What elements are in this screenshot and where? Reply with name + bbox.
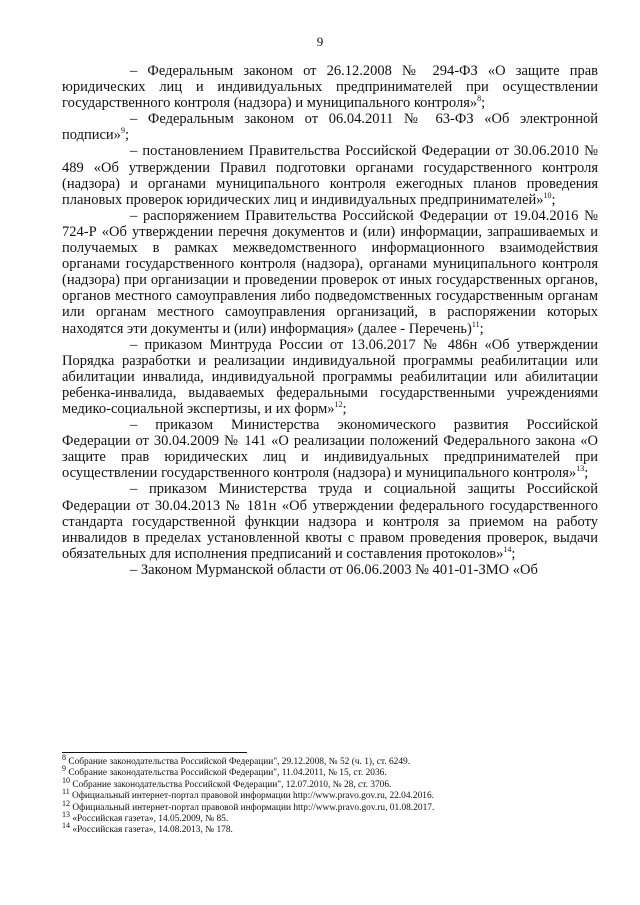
list-item: – Федеральным законом от 06.04.2011 № 63-ФЗ «Об электронной подписи»$^9$; bbox=[62, 111, 598, 144]
footnote: $^{14}$ «Российская газета», 14.08.2013, № 178. bbox=[62, 821, 233, 836]
footnote-ref[interactable]: 8 bbox=[477, 94, 482, 104]
list-item: – постановлением Правительства Российской Федерации от 30.06.2010 № 489 «Об утверждении Правил подготовки органами государственного контроля (надзора) и органами муниципального контроля ежегодных планов проведения плановых проверок юридических лиц и индивидуальных предпринимателей»$^{10}$; bbox=[62, 143, 598, 208]
footnote: $^{12}$ Официальный интернет-портал правовой информации http://www.pravo.gov.ru, 01.08.2017. bbox=[62, 798, 435, 813]
footnote: $^9$ Собрание законодательства Российской Федерации", 11.04.2011, № 15, ст. 2036. bbox=[62, 764, 387, 779]
footnote: $^{13}$ «Российская газета», 14.05.2009, № 85. bbox=[62, 809, 229, 825]
page-number: 9 bbox=[316, 34, 324, 49]
list-item: – приказом Министерства труда и социальной защиты Российской Федерации от 30.04.2013 № 181н «Об утверждении федерального государственного стандарта государственной функции надзора и контроля за приемом на работу инвалидов в пределах установленной квоты с правом проведения проверок, выдачи обязательных для исполнения предписаний и составления протоколов»$^{14}$; bbox=[62, 481, 598, 562]
footnote-divider bbox=[62, 752, 247, 753]
list-item: – приказом Минтруда России от 13.06.2017 № 486н «Об утверждении Порядка разработки и реализации индивидуальной программы реабилитации или абилитации инвалида, индивидуальной программы реабилитации или абилитации ребенка-инвалида, выдаваемых федеральными государственными учреждениями медико-социальной экспертизы, и их форм»$^{12}$; bbox=[62, 336, 598, 417]
list-item: – Федеральным законом от 26.12.2008 № 294-ФЗ «О защите прав юридических лиц и индивидуальных предпринимателей при осуществлении государственного контроля (надзора) и муниципального контроля»$^8$; bbox=[62, 63, 598, 112]
footnote: $^8$ Собрание законодательства Российской Федерации", 29.12.2008, № 52 (ч. 1), ст. 6249. bbox=[62, 752, 411, 767]
body-text bbox=[62, 63, 598, 578]
footnote-ref[interactable]: 10 bbox=[543, 190, 552, 200]
footnote-ref[interactable]: 9 bbox=[120, 126, 125, 136]
footnote: $^{10}$ Собрание законодательства Российской Федерации", 12.07.2010, № 28, ст. 3706. bbox=[62, 775, 392, 790]
footnote-ref[interactable]: 14 bbox=[503, 544, 512, 554]
list-item: – приказом Министерства экономического развития Российской Федерации от 30.04.2009 № 141 «О реализации положений Федерального закона «О защите прав юридических лиц и индивидуальных предпринимателей при осуществлении государственного контроля (надзора) и муниципального контроля»$^{13}$; bbox=[62, 417, 598, 482]
footnote-ref[interactable]: 11 bbox=[471, 319, 480, 329]
footnote: $^{11}$ Официальный интернет-портал правовой информации http://www.pravo.gov.ru, 22.04.2016. bbox=[62, 787, 434, 802]
list-item: – распоряжением Правительства Российской Федерации от 19.04.2016 № 724-Р «Об утверждении перечня документов и (или) информации, запрашиваемых и получаемых в рамках межведомственного информационного взаимодействия органами государственного контроля (надзора), органами муниципального контроля (надзора) при организации и проведении проверок от иных государственных органов, органов местного самоуправления либо подведомственных государственным органам или органам местного самоуправления организаций, в распоряжении которых находятся эти документы и (или) информация» (далее - Перечень)$^{11}$; bbox=[62, 207, 598, 337]
footnotes bbox=[62, 752, 598, 837]
footnote-ref[interactable]: 13 bbox=[576, 464, 585, 474]
list-item: – Законом Мурманской области от 06.06.2003 № 401-01-ЗМО «Об bbox=[130, 561, 538, 578]
footnote-ref[interactable]: 12 bbox=[334, 400, 343, 410]
